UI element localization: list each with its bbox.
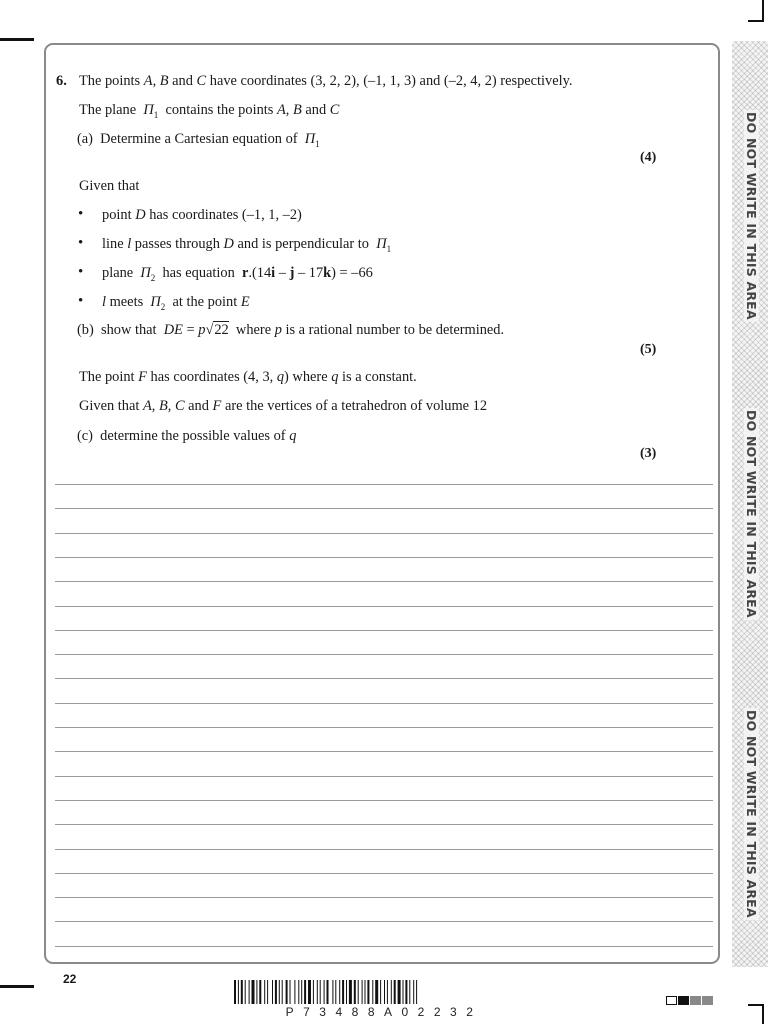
- answer-line[interactable]: [55, 800, 713, 801]
- indicator-block: [702, 996, 713, 1005]
- barcode-bar: [380, 980, 381, 1004]
- barcode-bar: [241, 980, 243, 1004]
- barcode-bar: [346, 980, 347, 1004]
- barcode-bar: [272, 980, 273, 1004]
- bullet-dot: •: [78, 264, 84, 280]
- barcode-bar: [324, 980, 325, 1004]
- corner-mark-top-right-v: [762, 0, 764, 22]
- answer-line[interactable]: [55, 849, 713, 850]
- part-a-marks: (4): [640, 150, 657, 165]
- question-intro: The points A, B and C have coordinates (3, 2, 2), (–1, 1, 3) and (–2, 4, 2) respectively.: [79, 73, 573, 89]
- barcode-bar: [367, 980, 369, 1004]
- barcode-bar: [290, 980, 291, 1004]
- barcode-bar: [313, 980, 314, 1004]
- answer-line[interactable]: [55, 873, 713, 874]
- answer-line[interactable]: [55, 727, 713, 728]
- barcode-bar: [339, 980, 340, 1004]
- barcode-bar: [249, 980, 250, 1004]
- barcode-bar: [403, 980, 404, 1004]
- barcode-bar: [332, 980, 333, 1004]
- barcode-bar: [252, 980, 255, 1004]
- barcode-bar: [335, 980, 336, 1004]
- barcode-bar: [365, 980, 366, 1004]
- barcode-bar: [349, 980, 352, 1004]
- barcode-bar: [238, 980, 239, 1004]
- question-number: 6.: [56, 73, 67, 89]
- answer-line[interactable]: [55, 946, 713, 947]
- barcode-bar: [317, 980, 318, 1004]
- indicator-block: [690, 996, 701, 1005]
- barcode-bar: [275, 980, 277, 1004]
- barcode-bar: [384, 980, 385, 1004]
- page-number: 22: [63, 972, 77, 986]
- answer-line[interactable]: [55, 606, 713, 607]
- part-a-prompt: (a) Determine a Cartesian equation of $\Pi_1$: [77, 131, 320, 149]
- barcode-bar: [304, 980, 306, 1004]
- barcode-bar: [301, 980, 302, 1004]
- answer-line[interactable]: [55, 921, 713, 922]
- barcode-bar: [308, 980, 311, 1004]
- corner-mark-bottom-right-v: [762, 1004, 764, 1024]
- barcode-bar: [267, 980, 268, 1004]
- barcode-bar: [387, 980, 388, 1004]
- bullet-point-d: point D has coordinates (–1, 1, –2): [102, 207, 302, 223]
- part-c-marks: (3): [640, 446, 657, 461]
- barcode-bar: [286, 980, 288, 1004]
- barcode-bar: [259, 980, 261, 1004]
- barcode-bar: [282, 980, 283, 1004]
- barcode-bar: [354, 980, 356, 1004]
- bullet-plane-pi2: plane $\Pi_2$ has equation r.(14i – j – 17k) = –66: [102, 265, 373, 283]
- bullet-dot: •: [78, 206, 84, 222]
- barcode-bar: [256, 980, 257, 1004]
- answer-line[interactable]: [55, 751, 713, 752]
- barcode-bar: [372, 980, 373, 1004]
- bullet-dot: •: [78, 293, 84, 309]
- barcode-bar: [405, 980, 407, 1004]
- bullet-dot: •: [78, 235, 84, 251]
- answer-line[interactable]: [55, 581, 713, 582]
- plane-definition: The plane $\Pi_1$ contains the points A, B and C: [79, 102, 340, 120]
- barcode-bar: [234, 980, 236, 1004]
- do-not-write-label-top: DO NOT WRITE IN THIS AREA: [744, 112, 759, 320]
- barcode-bar: [342, 980, 344, 1004]
- indicator-block: [678, 996, 689, 1005]
- point-f-statement: The point F has coordinates (4, 3, q) where q is a constant.: [79, 369, 417, 385]
- barcode-bar: [320, 980, 321, 1004]
- answer-line[interactable]: [55, 824, 713, 825]
- tetrahedron-statement: Given that A, B, C and F are the vertices of a tetrahedron of volume 12: [79, 398, 488, 414]
- answer-line[interactable]: [55, 703, 713, 704]
- barcode-bar: [245, 980, 246, 1004]
- barcode-bar: [391, 980, 392, 1004]
- bullet-line-l: line l passes through D and is perpendicular to $\Pi_1$: [102, 236, 392, 254]
- do-not-write-label-middle: DO NOT WRITE IN THIS AREA: [744, 410, 759, 618]
- part-b-prompt: (b) show that DE = p√22 where p is a rational number to be determined.: [77, 322, 505, 338]
- part-c-prompt: (c) determine the possible values of q: [77, 428, 297, 444]
- answer-line[interactable]: [55, 557, 713, 558]
- barcode-bar: [416, 980, 417, 1004]
- barcode-bars: [234, 980, 534, 1004]
- barcode-bar: [409, 980, 410, 1004]
- answer-line[interactable]: [55, 630, 713, 631]
- answer-line[interactable]: [55, 484, 713, 485]
- barcode-bar: [375, 980, 378, 1004]
- barcode-bar: [327, 980, 329, 1004]
- barcode-bar: [279, 980, 280, 1004]
- answer-line[interactable]: [55, 678, 713, 679]
- answer-line[interactable]: [55, 533, 713, 534]
- barcode-bar: [294, 980, 295, 1004]
- bullet-l-meets-pi2: l meets $\Pi_2$ at the point E: [102, 294, 250, 312]
- do-not-write-label-bottom: DO NOT WRITE IN THIS AREA: [744, 710, 759, 918]
- barcode-bar: [358, 980, 359, 1004]
- page-indicator-blocks: [666, 996, 713, 1005]
- barcode-bar: [298, 980, 299, 1004]
- barcode-bar: [398, 980, 401, 1004]
- edge-mark-bottom-left: [0, 985, 34, 988]
- given-that-label: Given that: [79, 178, 140, 194]
- answer-frame: [44, 43, 720, 964]
- answer-line[interactable]: [55, 776, 713, 777]
- barcode-bar: [362, 980, 363, 1004]
- indicator-block: [666, 996, 677, 1005]
- answer-line[interactable]: [55, 508, 713, 509]
- barcode-bar: [413, 980, 414, 1004]
- barcode-bar: [394, 980, 396, 1004]
- answer-line[interactable]: [55, 654, 713, 655]
- barcode-bar: [264, 980, 265, 1004]
- barcode: [234, 980, 534, 1024]
- edge-mark-top-left: [0, 38, 34, 41]
- part-b-marks: (5): [640, 342, 657, 357]
- barcode-number: P73488A02232: [285, 1005, 483, 1019]
- answer-line[interactable]: [55, 897, 713, 898]
